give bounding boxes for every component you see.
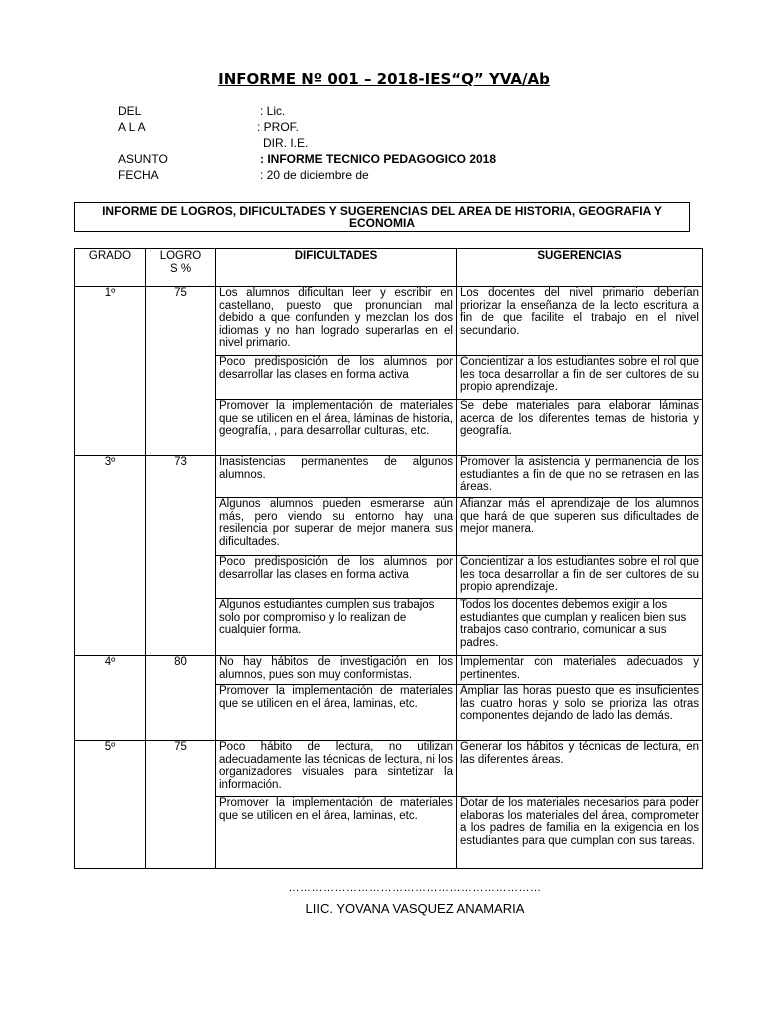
logro-cell: 80	[146, 656, 216, 741]
dificultad-cell: Poco predisposición de los alumnos por desarrollar las clases en forma activa	[216, 356, 457, 400]
fecha-label: FECHA	[118, 168, 159, 182]
col-header-logros: LOGRO S %	[146, 249, 216, 287]
fecha-value: : 20 de diciembre de	[260, 168, 369, 182]
ala-label: A L A	[118, 120, 146, 134]
asunto-value: : INFORME TECNICO PEDAGOGICO 2018	[260, 152, 497, 166]
sugerencia-cell: Concientizar a los estudiantes sobre el rol que les toca desarrollar a fin de ser cultores de su propio aprendizaje.	[457, 356, 703, 400]
dificultad-cell: Algunos estudiantes cumplen sus trabajos solo por compromiso y lo realizan de cualquier forma.	[216, 599, 457, 656]
sugerencia-cell: Generar los hábitos y técnicas de lectura, en las diferentes áreas.	[457, 741, 703, 797]
signature-name: LIIC. YOVANA VASQUEZ ANAMARIA	[305, 901, 525, 916]
grado-cell: 1º	[75, 287, 146, 456]
ala-value: : PROF.	[257, 120, 300, 134]
logro-cell: 75	[146, 287, 216, 456]
sugerencia-cell: Dotar de los materiales necesarios para poder elaboras los materiales del área, comprometer a los padres de familia en la exigencia en los estudiantes para que cumplan con sus tareas.	[457, 797, 703, 869]
dificultad-cell: Promover la implementación de materiales que se utilicen en el área, laminas, etc.	[216, 685, 457, 741]
dificultad-cell: Inasistencias permanentes de algunos alumnos.	[216, 456, 457, 498]
grado-cell: 5º	[75, 741, 146, 869]
table-row	[75, 456, 703, 498]
dificultad-cell: Algunos alumnos pueden esmerarse aún más, pero viendo su entorno hay una resilencia por superar de mejor manera sus dificultades.	[216, 498, 457, 556]
logro-cell: 75	[146, 741, 216, 869]
sugerencia-cell: Se debe materiales para elaborar láminas acerca de los diferentes temas de historia y geografía.	[457, 400, 703, 456]
dir-value: DIR. I.E.	[263, 136, 309, 150]
grado-cell: 4º	[75, 656, 146, 741]
sugerencia-cell: Concientizar a los estudiantes sobre el rol que les toca desarrollar a fin de ser cultores de su propio aprendizaje.	[457, 556, 703, 599]
col-header-dificultades: DIFICULTADES	[216, 249, 457, 287]
sugerencia-cell: Ampliar las horas puesto que es insuficientes las cuatro horas y solo se prioriza las otras componentes dejando de lado las demás.	[457, 685, 703, 741]
del-value: : Lic.	[260, 104, 286, 118]
report-table	[74, 248, 703, 869]
dificultad-cell: Poco hábito de lectura, no utilizan adecuadamente las técnicas de lectura, ni los organizadores visuales para sintetizar la información.	[216, 741, 457, 797]
grado-cell: 3º	[75, 456, 146, 656]
col-header-grado: GRADO	[75, 249, 146, 287]
asunto-label: ASUNTO	[118, 152, 168, 166]
sugerencia-cell: Todos los docentes debemos exigir a los estudiantes que cumplan y realicen bien sus trabajos caso contrario, comunicar a sus padres.	[457, 599, 703, 656]
table-header-row	[75, 249, 703, 287]
del-label: DEL	[118, 104, 142, 118]
dificultad-cell: Promover la implementación de materiales que se utilicen en el área, láminas de historia, geografía, , para desarrollar culturas, etc.	[216, 400, 457, 456]
dificultad-cell: Los alumnos dificultan leer y escribir en castellano, puesto que pronuncian mal debido a que confunden y mezclan los dos idiomas y no han logrado superarlas en el nivel primario.	[216, 287, 457, 356]
logro-cell: 73	[146, 456, 216, 656]
dificultad-cell: Poco predisposición de los alumnos por desarrollar las clases en forma activa	[216, 556, 457, 599]
sugerencia-cell: Los docentes del nivel primario deberían priorizar la enseñanza de la lecto escritura a fin de que facilite el trabajo en el nivel secundario.	[457, 287, 703, 356]
document-title: INFORME Nº 001 – 2018-IES“Q” YVA/Ab	[218, 70, 550, 88]
dificultad-cell: Promover la implementación de materiales que se utilicen en el área, laminas, etc.	[216, 797, 457, 869]
col-header-sugerencias: SUGERENCIAS	[457, 249, 703, 287]
header-block	[118, 103, 568, 187]
sugerencia-cell: Implementar con materiales adecuados y pertinentes.	[457, 656, 703, 685]
table-row	[75, 656, 703, 685]
table-row	[75, 741, 703, 797]
table-row	[75, 287, 703, 356]
dificultad-cell: No hay hábitos de investigación en los alumnos, pues son muy conformistas.	[216, 656, 457, 685]
signature-line: …………………………………………………………	[288, 882, 542, 894]
report-banner: INFORME DE LOGROS, DIFICULTADES Y SUGERENCIAS DEL AREA DE HISTORIA, GEOGRAFIA Y ECONOMIA	[74, 202, 690, 232]
sugerencia-cell: Afianzar más el aprendizaje de los alumnos que hará de que superen sus dificultades de mejor manera.	[457, 498, 703, 556]
sugerencia-cell: Promover la asistencia y permanencia de los estudiantes a fin de que no se retrasen en las áreas.	[457, 456, 703, 498]
